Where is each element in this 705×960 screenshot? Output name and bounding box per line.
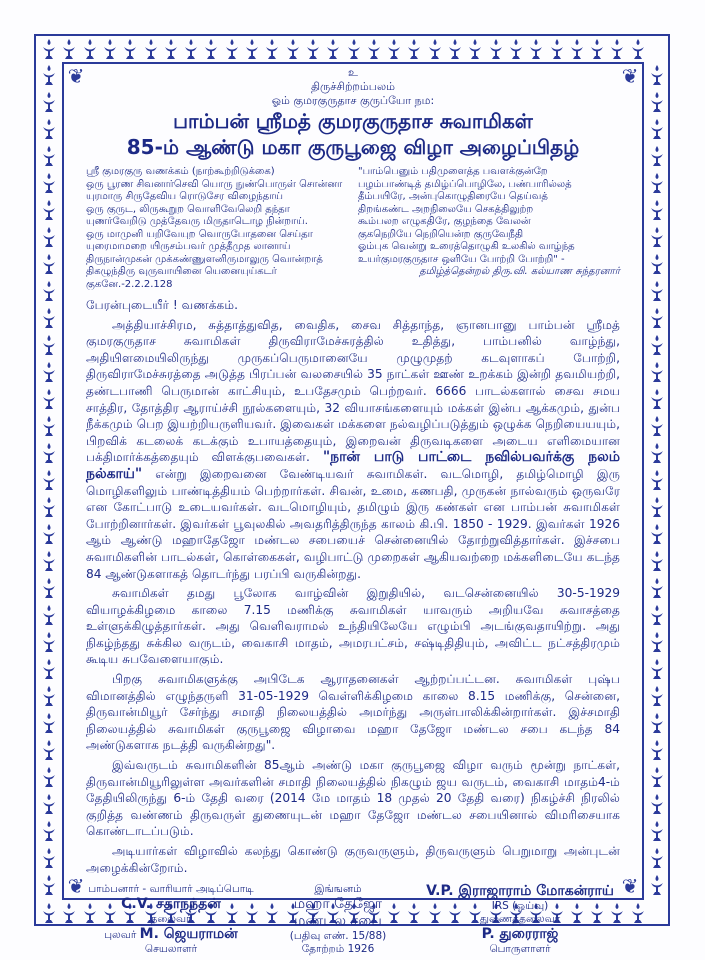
oil-lamp-icon <box>650 469 664 491</box>
oil-lamp-icon <box>650 631 664 653</box>
org-name-line2: மண்டல சபை <box>294 913 382 930</box>
oil-lamp-icon <box>650 172 664 194</box>
oil-lamp-icon <box>650 739 664 761</box>
oil-lamp-icon <box>42 902 56 924</box>
verse-line: கூம்பலற எழுகதிரே, குழந்தை வேலன் <box>358 216 531 227</box>
oil-lamp-icon <box>42 739 56 761</box>
oil-lamp-icon <box>42 361 56 383</box>
vp-role: துணைத்தலைவர் <box>479 913 561 926</box>
greeting: பேரன்புடையீர் ! வணக்கம். <box>86 298 239 312</box>
oil-lamp-icon <box>225 38 239 60</box>
paragraph-3: பிறகு சுவாமிகளுக்கு அபிடேக ஆராதனைகள் ஆற்றப்பட்டன. சுவாமிகள் புஷ்ப விமானத்தில் எழுந்தருளி 31-05-1929 வெள்ளிக்கிழமை காலை 8.15 மணிக்கு, சென்னை, திருவான்மியூர் சேர்ந்து சமாதி நிலையத்தில் அமர்ந்து அருள்பாலிக்கின்றார்கள். இச்சமாதி நிலையத்தில் சுவாமிகள் குருபூஜை விழாவை மஹா தேஜோ மண்டல சபை கடந்த 84 அண்டுகளாக நடத்தி வருகின்றது". <box>86 672 620 753</box>
verse-line: தமிழ்த்தென்றல் திரு.வி. கல்யாண சுந்தரனார் <box>419 266 620 277</box>
verse-line: ஒரு மாமுனி யறிவேயுற வொருபோதனை செய்தா <box>86 228 313 240</box>
oil-lamp-icon <box>650 523 664 545</box>
oil-lamp-icon <box>650 253 664 275</box>
floral-corner-icon: ❦ <box>67 64 85 88</box>
oil-lamp-icon <box>42 280 56 302</box>
oil-lamp-icon <box>448 38 462 60</box>
dedication-note: பாம்பனார் - வாரியார் அடிப்பொடி <box>88 883 254 896</box>
oil-lamp-icon <box>590 38 604 60</box>
oil-lamp-icon <box>42 550 56 572</box>
oil-lamp-icon <box>286 38 300 60</box>
oil-lamp-icon <box>144 38 158 60</box>
oil-lamp-icon <box>42 118 56 140</box>
oil-lamp-icon <box>650 64 664 86</box>
paragraph-5: அடியார்கள் விழாவில் கலந்து கொண்டு குருவருளும், திருவருளும் பெறுமாறு அன்புடன் அழைக்கின்றோம். <box>86 844 620 875</box>
oil-lamp-icon <box>42 334 56 356</box>
oil-lamp-icon <box>123 38 137 60</box>
oil-lamp-icon <box>650 415 664 437</box>
oil-lamp-icon <box>631 902 645 924</box>
oil-lamp-icon <box>650 280 664 302</box>
paragraph-2: சுவாமிகள் தமது பூலோக வாழ்வின் இறுதியில், வடசென்னையில் 30-5-1929 வியாழக்கிழமை காலை 7.15 மணிக்கு சுவாமிகள் யாவரும் அறியவே சுவாசத்தை உள்ளுக்கிழுத்தார்கள். அது வெளிவராமல் உந்தியிலேயே எழும்பி அடங்குவதாயிற்று. அது நிகழ்ந்தது சுக்கில வருடம், வைகாசி மாதம், அமரபட்சம், சஷ்டிதிதியும், அவிட்ட நட்சத்திரமும் கூடிய சுபவேளையாகும். <box>86 586 620 667</box>
president-role: தலைவர் <box>150 913 192 926</box>
president-name: C.V. சதாநந்தன் <box>121 896 221 913</box>
verse-line: திகழுந்திரு வுருவாயினை யெனையுய்கடர் குகனே.-2.2.2.128 <box>86 266 277 290</box>
signature-right <box>420 883 620 956</box>
oil-lamp-icon <box>650 91 664 113</box>
verse-line: திருநான்முகன் முக்கண்ணுளனிருமாலுரு வொன்றாத் <box>86 253 323 265</box>
oil-lamp-icon <box>650 577 664 599</box>
verse-line: யுணர்வேறிடு முத்தேவரு மிருதாடொழ நின்றாய். <box>86 216 308 227</box>
oil-lamp-icon <box>650 334 664 356</box>
org-founded: தோற்றம் 1926 <box>301 943 375 956</box>
oil-lamp-icon <box>62 38 76 60</box>
verses <box>86 166 620 291</box>
letter-body <box>86 297 620 879</box>
oil-lamp-icon <box>42 847 56 869</box>
symbol: உ <box>348 66 358 79</box>
oil-lamp-icon <box>650 550 664 572</box>
oil-lamp-icon <box>428 38 442 60</box>
verse-line: திறங்கண்ட அறநிலையே செகத்திலுற்ற <box>358 203 534 215</box>
oil-lamp-icon <box>650 658 664 680</box>
oil-lamp-icon <box>42 199 56 221</box>
floral-corner-icon: ❦ <box>621 64 639 88</box>
oil-lamp-icon <box>42 766 56 788</box>
oil-lamp-icon <box>650 145 664 167</box>
oil-lamp-icon <box>42 820 56 842</box>
oil-lamp-icon <box>650 199 664 221</box>
oil-lamp-icon <box>650 442 664 464</box>
oil-lamp-icon <box>509 38 523 60</box>
floral-corner-icon: ❦ <box>67 874 85 898</box>
oil-lamp-icon <box>489 38 503 60</box>
oil-lamp-icon <box>83 38 97 60</box>
oil-lamp-icon <box>62 902 76 924</box>
oil-lamp-icon <box>650 820 664 842</box>
oil-lamp-icon <box>326 38 340 60</box>
center-intro: இங்ஙனம் <box>314 883 362 896</box>
signature-center <box>263 883 413 956</box>
oil-lamp-icon <box>184 38 198 60</box>
oil-lamp-icon <box>610 38 624 60</box>
oil-lamp-icon <box>42 172 56 194</box>
oil-lamp-icon <box>650 361 664 383</box>
oil-lamp-icon <box>164 38 178 60</box>
oil-lamp-icon <box>42 145 56 167</box>
oil-lamp-icon <box>650 712 664 734</box>
oil-lamp-icon <box>42 604 56 626</box>
oil-lamp-icon <box>550 38 564 60</box>
quote: "நான் பாடு பாட்டை நவில்பவர்க்கு நலம் நல்காய்" <box>86 449 620 482</box>
verse-line: உயர்குமரகுருதாச ஒளியே போற்றி போற்றி" - <box>358 253 565 265</box>
paragraph-4: இவ்வருடம் சுவாமிகளின் 85ஆம் அண்டு மகா குருபூஜை விழா வரும் மூன்று நாட்கள், திருவான்மியூரிலுள்ள அவர்களின் சமாதி நிலையத்தில் நிகழும் ஜய வருடம், வைகாசி மாதம்4-ம் தேதியிலிருந்து 6-ம் தேதி வரை (2014 மே மாதம் 18 முதல் 20 தேதி வரை) நிகழ்ச்சி நிரலில் குறித்த வண்ணம் திருவருள் துணையுடன் மஹா தேஜோ மண்டல சபையினால் விமரிசையாக கொண்டாடப்படும். <box>86 758 620 839</box>
verse-line: ஒரு குருட, லிருகூறுற வொளிவேலெறி தந்தா <box>86 203 290 215</box>
oil-lamp-icon <box>650 793 664 815</box>
oil-lamp-icon <box>570 38 584 60</box>
treasurer-name: P. துரைராஜ் <box>481 926 559 943</box>
verse-line: யுரைமாமறை யிருசம்பவர் முத்தீமுத லானாய் <box>86 241 291 252</box>
verse-line: ஒரு பூரண சிவனார்செவி யொரு நுண்பொருள் சொன்னா <box>86 178 343 190</box>
paragraph-1-text-cont: என்று இறைவனை வேண்டியவர் சுவாமிகள். வடமொழி, தமிழ்மொழி இரு மொழிகளிலும் பாண்டித்தியம் பெற்றார்கள். சிவன், உமை, கணபதி, முருகன் நால்வரும் ஒருவரே என கோட்பாடு உடையவர்கள். வடமொழியும், தமிழும் இரு கண்கள் என பாம்பன் சுவாமிகள் போற்றினார்கள். இவர்கள் பூவுலகில் அவதரித்திருந்த காலம் கி.பி. 1850 - 1929. இவர்கள் 1926 ஆம் ஆண்டு மஹாதேஜோ மண்டல சபையைச் சென்னையில் தோற்றுவித்தார்கள். இச்சபை சுவாமிகளின் பாடல்கள், கொள்கைகள், வழிபாட்டு முறைகள் ஆகியவற்றை மக்களிடையே கடந்த 84 ஆண்டுகளாகத் தொடர்ந்து பரப்பி வருகின்றது. <box>86 466 620 581</box>
oil-lamp-icon <box>650 685 664 707</box>
oil-lamp-icon <box>42 874 56 896</box>
oil-lamp-icon <box>42 793 56 815</box>
invitation-content <box>86 66 620 956</box>
oil-lamp-icon <box>468 38 482 60</box>
oil-lamp-icon <box>42 38 56 60</box>
verse-left <box>86 166 348 291</box>
oil-lamp-icon <box>407 38 421 60</box>
oil-lamp-icon <box>42 577 56 599</box>
secretary-prefix: புலவர் <box>104 929 137 942</box>
verse-right <box>358 166 620 291</box>
oil-lamp-icon <box>529 38 543 60</box>
paragraph-1 <box>86 317 620 583</box>
verse-line: "பாம்பெனும் பதிமுளைத்த பவளக்குன்றே <box>358 166 548 177</box>
oil-lamp-icon <box>42 469 56 491</box>
oil-lamp-icon <box>650 874 664 896</box>
oil-lamp-icon <box>650 307 664 329</box>
verse-line: பழம்பாண்டித் தமிழ்ப்பொழிலே, பண்பாரில்லத் <box>358 178 572 190</box>
paragraph-1-text: அத்தியாச்சிரம, சுத்தாத்துவித, வைதிக, சைவ சித்தாந்த, ஞானபானு பாம்பன் ஸ்ரீமத் குமரகுருதாச சுவாமிகள் திருவிராமேச்சுரத்தில் உதித்து, பாம்பனில் வாழ்ந்து, அதியிளமையிலிருந்து முருகப்பெருமானையே முழுமுதற் கடவுளாகப் போற்றி, திருவிராமேச்சுரத்தை அடுத்த பிரப்பன் வலசையில் 35 நாட்கள் ஊண் உறக்கம் இன்றி தவமியற்றி, தண்டபாணி பெருமான் காட்சியும், உபதேசமும் பெற்றவர். 6666 பாடல்களால் சைவ சமய சாத்திர, தோத்திர ஆராய்ச்சி நூல்களையும், 32 வியாசங்களையும் மக்கள் இன்ப ஆக்கமும், துன்ப நீக்கமும் பெற இயற்றியருளியவர். இவைகள் மக்களை நல்வழிப்படுத்தும் ஒழுக்க நெறியையயும், பிறவிக் கடலைக் கடக்கும் உபாயத்தையும், இறைவன் திருவடிகளை அடைய எளிமையான பக்திமார்க்கத்தையும் விளக்குபவைகள். <box>86 317 620 465</box>
oil-lamp-icon <box>650 847 664 869</box>
verse-line: குகநெறியே நெறியென்ற குருவேநீதி <box>358 228 524 240</box>
oil-lamp-icon <box>650 766 664 788</box>
oil-lamp-icon <box>650 118 664 140</box>
oil-lamp-icon <box>650 496 664 518</box>
oil-lamp-icon <box>42 226 56 248</box>
oil-lamp-icon <box>42 388 56 410</box>
oil-lamp-icon <box>650 604 664 626</box>
oil-lamp-icon <box>387 38 401 60</box>
oil-lamp-icon <box>42 91 56 113</box>
oil-lamp-icon <box>650 388 664 410</box>
secretary-name: M. ஜெயராமன் <box>139 926 238 943</box>
verse-line: யுரமாரு சிருதேவிய ரொடுசேர விழைந்தாய் <box>86 191 283 202</box>
verse-line: ஓம்புக வென்று உரைத்தொழுகி உலகில் வாழ்ந்த <box>358 241 575 252</box>
header-line1: திருச்சிற்றம்பலம் <box>311 80 395 93</box>
title-line2: 85-ம் ஆண்டு மகா குருபூஜை விழா அழைப்பிதழ் <box>126 135 580 159</box>
floral-corner-icon: ❦ <box>621 874 639 898</box>
oil-lamp-icon <box>204 38 218 60</box>
oil-lamp-icon <box>650 226 664 248</box>
oil-lamp-icon <box>245 38 259 60</box>
treasurer-role: பொருளாளர் <box>489 943 551 956</box>
oil-lamp-icon <box>42 307 56 329</box>
oil-lamp-icon <box>42 712 56 734</box>
oil-lamp-icon <box>42 442 56 464</box>
oil-lamp-icon <box>103 38 117 60</box>
oil-lamp-icon <box>42 64 56 86</box>
oil-lamp-icon <box>306 38 320 60</box>
oil-lamp-icon <box>42 523 56 545</box>
oil-lamp-icon <box>42 685 56 707</box>
vp-name: V.P. இராஜாராம் மோகன்ராய் <box>426 883 614 900</box>
oil-lamp-icon <box>42 253 56 275</box>
oil-lamp-icon <box>42 496 56 518</box>
signature-left <box>86 883 256 956</box>
verse-line: ஸ்ரீ குமரகுரு வணக்கம் (நாற்கூற்றிடுக்கை) <box>86 166 275 177</box>
signatures <box>86 883 620 956</box>
secretary-role: செயலாளர் <box>144 943 198 956</box>
oil-lamp-icon <box>347 38 361 60</box>
oil-lamp-icon <box>42 415 56 437</box>
header-line2: ஓம் குமரகுருதாச குருப்யோ நம: <box>271 94 435 107</box>
verse-line: தீம்பயிரே, அன்புகொழுதிரையே தெய்வத் <box>358 191 548 202</box>
org-registration: (பதிவு எண். 15/88) <box>289 930 387 943</box>
title-line1: பாம்பன் ஸ்ரீமத் குமரகுருதாச சுவாமிகள் <box>173 109 533 133</box>
oil-lamp-icon <box>42 631 56 653</box>
oil-lamp-icon <box>265 38 279 60</box>
org-name-line1: மஹா தேஜோ <box>293 896 383 913</box>
oil-lamp-icon <box>42 658 56 680</box>
oil-lamp-icon <box>367 38 381 60</box>
vp-title: IRS (ஓய்வு) <box>491 900 549 913</box>
oil-lamp-icon <box>631 38 645 60</box>
